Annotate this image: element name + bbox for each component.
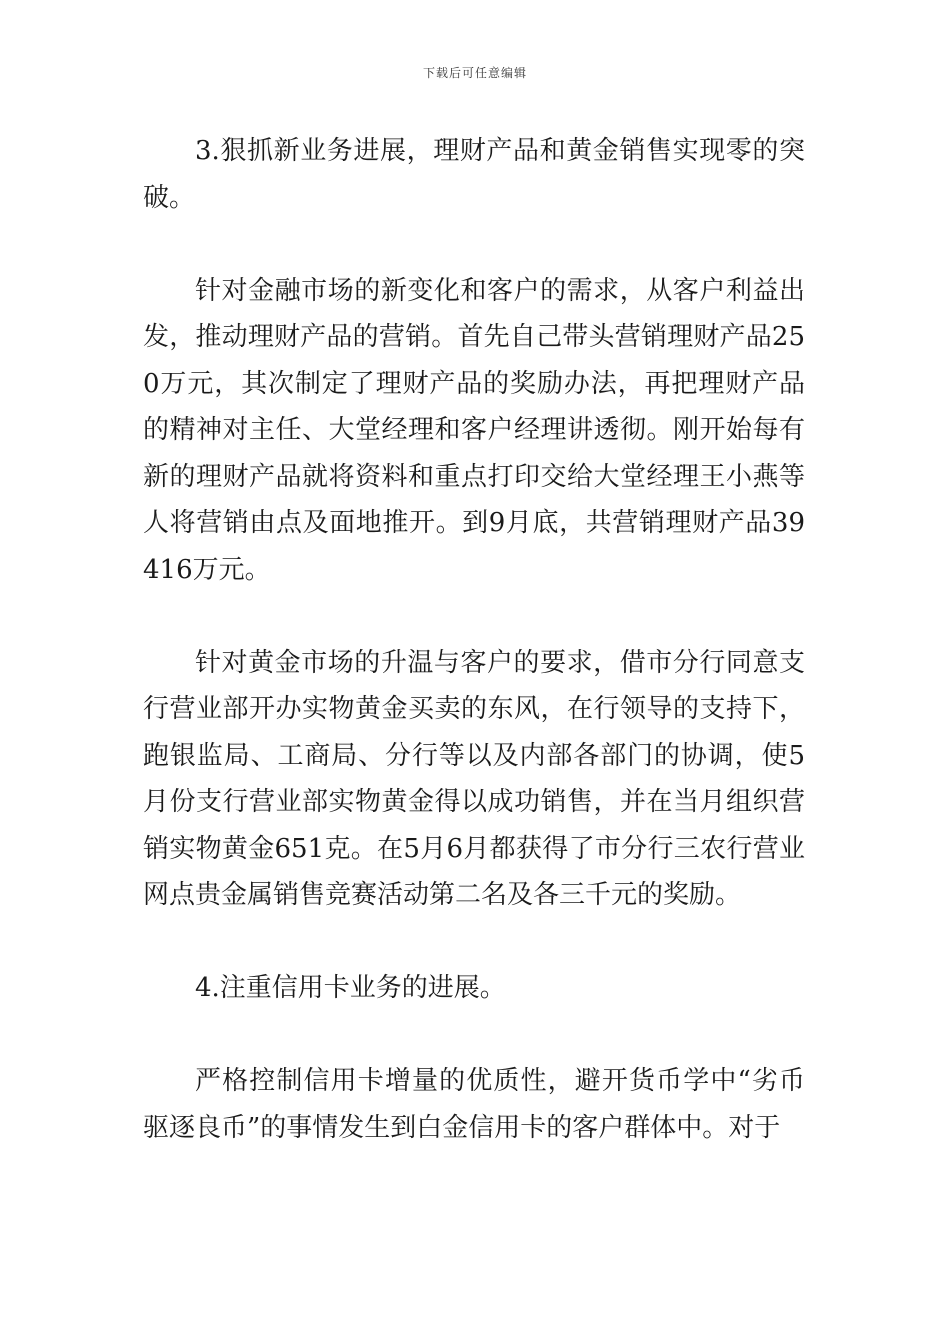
section-heading-4: 4.注重信用卡业务的进展。	[195, 973, 506, 1003]
section-heading-3: 3.狠抓新业务进展，理财产品和黄金销售实现零的突破。	[143, 136, 805, 213]
page-header: 下载后可任意编辑	[422, 66, 527, 80]
document-body	[143, 128, 805, 1198]
paragraph-wealth-products: 针对金融市场的新变化和客户的需求，从客户利益出发，推动理财产品的营销。首先自己带头营销理财产品250万元，其次制定了理财产品的奖励办法，再把理财产品的精神对主任、大堂经理和客户经理讲透彻。刚开始每有新的理财产品就将资料和重点打印交给大堂经理王小燕等人将营销由点及面地推开。到9月底，共营销理财产品39416万元。	[143, 275, 805, 585]
paragraph-gold-sales: 针对黄金市场的升温与客户的要求，借市分行同意支行营业部开办实物黄金买卖的东风，在行领导的支持下，跑银监局、工商局、分行等以及内部各部门的协调，使5月份支行营业部实物黄金得以成功销售，并在当月组织营销实物黄金651克。在5月6月都获得了市分行三农行营业网点贵金属销售竞赛活动第二名及各三千元的奖励。	[143, 647, 805, 910]
paragraph-credit-card: 严格控制信用卡增量的优质性，避开货币学中“劣币驱逐良币”的事情发生到白金信用卡的客户群体中。对于	[143, 1066, 805, 1143]
